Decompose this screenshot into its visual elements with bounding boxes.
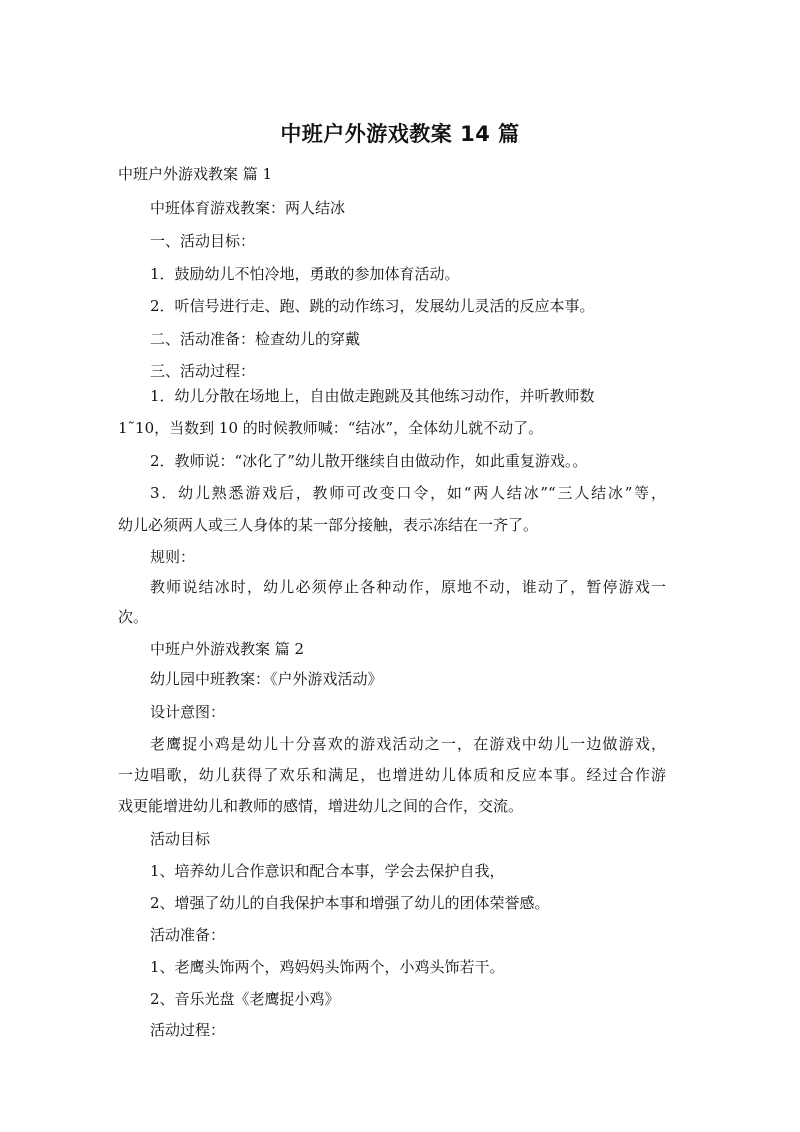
- paragraph: 规则：: [150, 548, 196, 566]
- paragraph: 2．教师说：“冰化了”幼儿散开继续自由做动作，如此重复游戏。。: [150, 452, 588, 470]
- paragraph-continuation: 一边唱歌，幼儿获得了欢乐和满足，也增进幼儿体质和反应本事。经过合作游: [118, 766, 666, 784]
- paragraph: 2、增强了幼儿的自我保护本事和增强了幼儿的团体荣誉感。: [150, 894, 550, 912]
- section-heading-1: 中班户外游戏教案 篇 1: [118, 165, 273, 183]
- paragraph: 1、老鹰头饰两个，鸡妈妈头饰两个，小鸡头饰若干。: [150, 958, 505, 976]
- paragraph: 活动目标: [150, 830, 211, 848]
- paragraph: 中班体育游戏教案：两人结冰: [150, 199, 346, 217]
- paragraph: 教师说结冰时，幼儿必须停止各种动作，原地不动，谁动了，暂停游戏一: [150, 578, 666, 596]
- paragraph-continuation: 幼儿必须两人或三人身体的某一部分接触，表示冻结在一齐了。: [118, 516, 539, 534]
- paragraph-continuation: 次。: [118, 608, 149, 626]
- paragraph: 二、活动准备：检查幼儿的穿戴: [150, 330, 361, 348]
- paragraph: 2．听信号进行走、跑、跳的动作练习，发展幼儿灵活的反应本事。: [150, 297, 595, 315]
- paragraph: 活动准备：: [150, 926, 226, 944]
- paragraph: 1、培养幼儿合作意识和配合本事，学会去保护自我，: [150, 862, 505, 880]
- paragraph: 幼儿园中班教案：《户外游戏活动》: [150, 670, 383, 688]
- paragraph: 老鹰捉小鸡是幼儿十分喜欢的游戏活动之一，在游戏中幼儿一边做游戏，: [150, 735, 666, 753]
- paragraph: 三、活动过程：: [150, 362, 256, 380]
- paragraph: 3．幼儿熟悉游戏后，教师可改变口令，如“两人结冰”“三人结冰”等，: [150, 484, 666, 502]
- section-heading-2: 中班户外游戏教案 篇 2: [150, 640, 305, 658]
- paragraph: 1．幼儿分散在场地上，自由做走跑跳及其他练习动作，并听教师数: [150, 387, 595, 405]
- paragraph: 设计意图：: [150, 703, 226, 721]
- document-title: 中班户外游戏教案 14 篇: [280, 122, 520, 146]
- paragraph: 1．鼓励幼儿不怕冷地，勇敢的参加体育活动。: [150, 265, 460, 283]
- paragraph: 一、活动目标：: [150, 232, 256, 250]
- paragraph: 2、音乐光盘《老鹰捉小鸡》: [150, 990, 340, 1008]
- paragraph-continuation: 戏更能增进幼儿和教师的感情，增进幼儿之间的合作，交流。: [118, 797, 524, 815]
- paragraph-continuation: 1˜10，当数到 10 的时候教师喊：“结冰”，全体幼儿就不动了。: [118, 419, 544, 437]
- paragraph: 活动过程：: [150, 1021, 226, 1039]
